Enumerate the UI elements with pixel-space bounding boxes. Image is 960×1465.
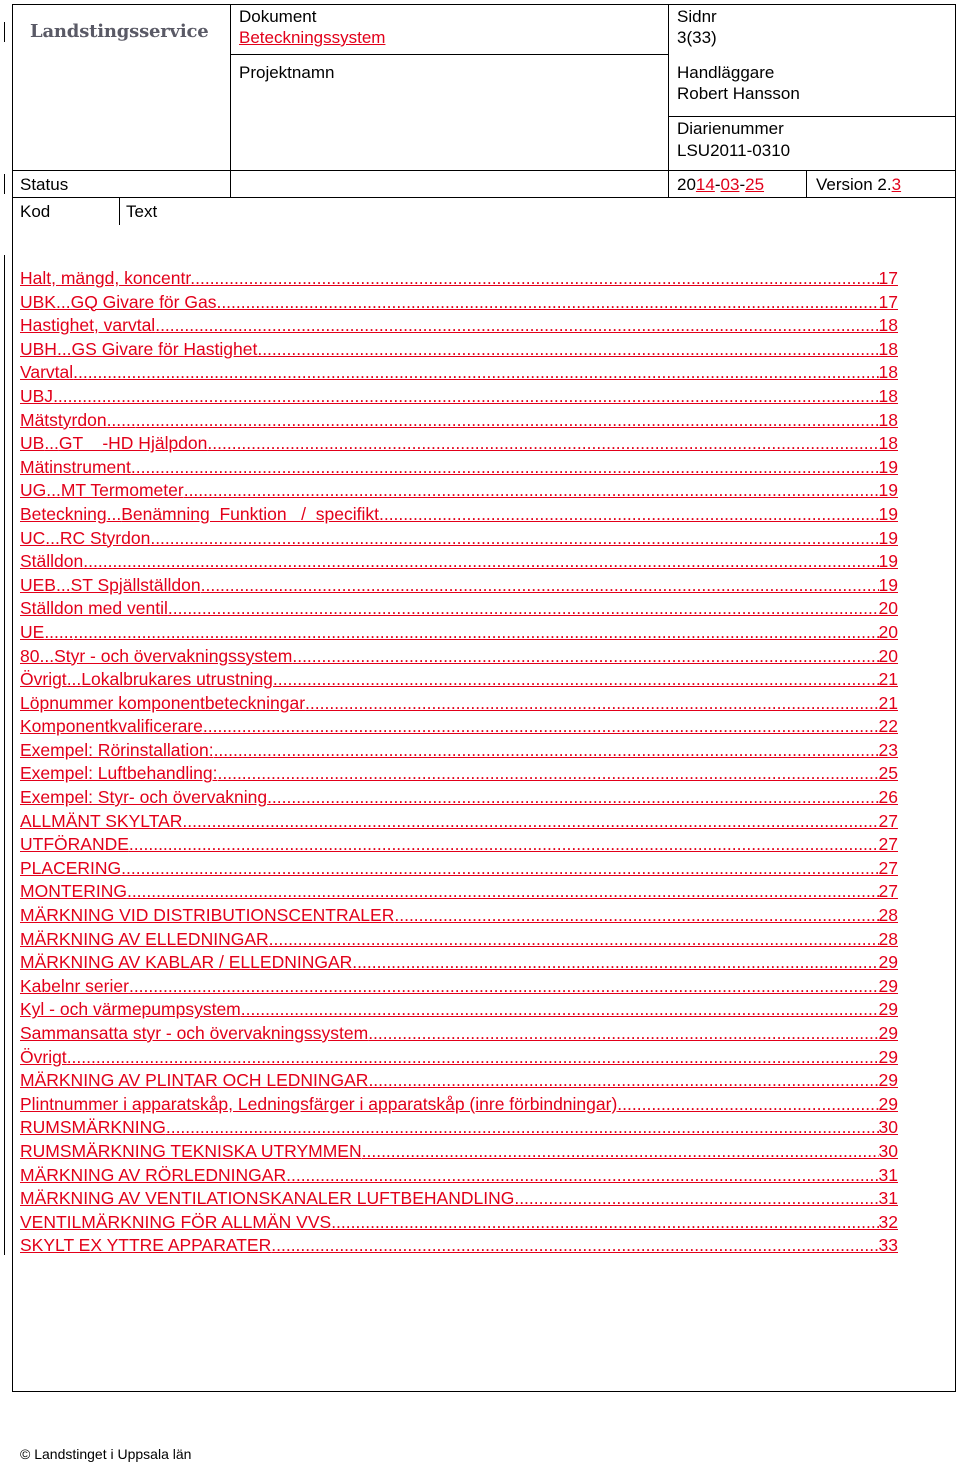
toc-dot-leader	[514, 1187, 878, 1211]
toc-entry-code: Ställdon	[20, 551, 84, 572]
toc-entry-code: Ställdon med ventil	[20, 598, 168, 619]
toc-entry[interactable]	[20, 1140, 898, 1164]
toc-entry-page: 29	[878, 1093, 898, 1114]
toc-dot-leader	[74, 621, 879, 645]
toc-entry-page: 17	[878, 291, 898, 312]
toc-entry-code: MÄRKNING AV ELLEDNINGAR	[20, 928, 269, 949]
toc-entry[interactable]	[20, 527, 898, 551]
date-part: -	[714, 175, 721, 194]
toc-entry-page: 31	[878, 1188, 898, 1209]
sidnr-label: Sidnr	[677, 7, 717, 26]
toc-entry-page: 19	[878, 574, 898, 595]
toc-entry-title: ...	[97, 551, 113, 572]
toc-entry-code: Beteckning	[20, 503, 107, 524]
toc-entry[interactable]	[20, 692, 898, 716]
toc-entry-code: Löpnummer komponentbeteckningar	[20, 692, 306, 713]
toc-dot-leader	[131, 456, 879, 480]
toc-entry[interactable]	[20, 645, 898, 669]
toc-dot-leader	[155, 314, 878, 338]
toc-dot-leader	[150, 527, 878, 551]
toc-entry-page: 27	[878, 810, 898, 831]
toc-entry-page: 18	[878, 409, 898, 430]
toc-entry-page: 33	[878, 1235, 898, 1256]
toc-entry-code: Mätstyrdon	[20, 409, 107, 430]
toc-entry-title: Benämning Funktion / specifikt	[121, 503, 379, 524]
date-part: 14	[695, 175, 715, 194]
toc-dot-leader	[241, 998, 879, 1022]
diarienummer-label: Diarienummer	[677, 119, 784, 138]
toc-dot-leader	[129, 833, 879, 857]
toc-entry-page: 18	[878, 433, 898, 454]
date-part: 03	[720, 175, 740, 194]
header-divider	[230, 54, 668, 55]
toc-separator: ...	[66, 669, 82, 690]
toc-entry[interactable]	[20, 928, 898, 952]
toc-dot-leader	[218, 762, 879, 786]
toc-dot-leader	[112, 550, 878, 574]
toc-entry[interactable]	[20, 1093, 898, 1117]
toc-separator: ...	[45, 527, 60, 548]
toc-entry-code: UE	[20, 621, 45, 642]
toc-entry-code: UBH	[20, 338, 57, 359]
toc-entry-code: Övrigt	[20, 669, 67, 690]
toc-entry[interactable]	[20, 409, 898, 433]
toc-entry-title: GT -HD Hjälpdon	[58, 433, 208, 454]
header-divider	[668, 4, 669, 198]
dokument-label: Dokument	[239, 7, 317, 26]
toc-dot-leader	[271, 1234, 878, 1258]
toc-entry-code: Sammansatta styr - och övervakningssystem	[20, 1023, 369, 1043]
toc-separator: ...	[83, 551, 98, 572]
header-divider	[230, 4, 231, 198]
toc-entry-title: RC Styrdon	[59, 527, 151, 548]
toc-dot-leader	[166, 1116, 879, 1140]
date-part: 20	[677, 175, 696, 194]
toc-entry[interactable]	[20, 267, 898, 291]
toc-entry-title: Lokalbrukares utrustning	[81, 669, 273, 690]
toc-entry-page: 25	[878, 763, 898, 784]
toc-entry-page: 30	[878, 1117, 898, 1138]
toc-separator: ...	[46, 480, 61, 501]
toc-dot-leader	[362, 1140, 879, 1164]
toc-entry-page: 21	[878, 669, 898, 690]
toc-entry-title: ST Spjällställdon	[70, 574, 201, 595]
toc-entry-code: VENTILMÄRKNING FÖR ALLMÄN VVS	[20, 1211, 332, 1232]
toc-entry-code: MONTERING	[20, 881, 127, 902]
toc-entry[interactable]	[20, 338, 898, 362]
toc-entry-page: 20	[878, 621, 898, 642]
toc-entry-page: 18	[878, 385, 898, 406]
toc-entry-page: 30	[878, 1140, 898, 1161]
toc-dot-leader	[182, 810, 878, 834]
toc-entry-page: 19	[878, 503, 898, 524]
logo-text: Landstingsservice	[30, 20, 209, 42]
toc-dot-leader	[267, 786, 878, 810]
toc-entry-code: MÄRKNING AV KABLAR / ELLEDNINGAR	[20, 952, 353, 973]
logo	[22, 10, 209, 52]
toc-entry-code: UG	[20, 480, 47, 501]
toc-entry[interactable]	[20, 574, 898, 598]
date-part: -	[739, 175, 746, 194]
toc-entry[interactable]	[20, 833, 898, 857]
toc-entry-page: 19	[878, 551, 898, 572]
toc-entry-page: 32	[878, 1211, 898, 1232]
toc-dot-leader	[82, 385, 878, 409]
toc-entry-code: 80	[20, 645, 40, 666]
toc-dot-leader	[269, 928, 879, 952]
toc-dot-leader	[201, 574, 879, 598]
toc-entry-code: UBJ	[20, 385, 54, 406]
toc-entry-page: 26	[878, 787, 898, 808]
toc-entry[interactable]	[20, 786, 898, 810]
toc-entry-code: Kabelnr serier	[20, 975, 129, 996]
toc-entry-page: 29	[878, 1070, 898, 1091]
toc-entry-code: UEB	[20, 574, 56, 595]
toc-separator: ...	[73, 362, 88, 383]
toc-entry-code: UBK	[20, 291, 56, 312]
text-label: Text	[126, 202, 158, 221]
toc-entry-code: Hastighet, varvtal	[20, 315, 156, 336]
toc-entry-code: RUMSMÄRKNING TEKNISKA UTRYMMEN	[20, 1140, 362, 1161]
change-bar	[4, 255, 5, 1255]
toc-entry-title: ...	[87, 362, 103, 383]
toc-separator: ...	[44, 433, 59, 454]
dokument-value: Beteckningssystem	[239, 28, 386, 47]
toc-entry-page: 29	[878, 1023, 898, 1043]
toc-entry-page: 19	[878, 527, 898, 548]
toc-entry[interactable]	[20, 998, 898, 1022]
toc-dot-leader	[207, 432, 878, 456]
toc-entry-code: UB	[20, 433, 45, 454]
toc-entry-code: Halt, mängd, koncentr.	[20, 268, 196, 288]
toc-entry[interactable]	[20, 1046, 898, 1070]
toc-entry-title: GQ Givare för Gas	[70, 291, 217, 312]
toc-entry-title: ...	[121, 409, 136, 430]
projektnamn-label: Projektnamn	[239, 63, 335, 82]
toc-entry-page: 20	[878, 645, 898, 666]
toc-entry-code: RUMSMÄRKNING	[20, 1117, 166, 1138]
toc-entry-title: MT Termometer	[60, 480, 184, 501]
toc-entry-code: MÄRKNING AV RÖRLEDNINGAR	[20, 1164, 287, 1185]
header-divider	[668, 116, 956, 117]
toc-entry-code: Komponentkvalificerare	[20, 716, 203, 737]
toc-dot-leader	[394, 904, 878, 928]
date-value	[677, 174, 764, 195]
change-bar	[4, 22, 5, 42]
toc-dot-leader	[286, 1164, 878, 1188]
toc-entry-page: 27	[878, 857, 898, 878]
header-divider	[12, 197, 956, 198]
toc-entry[interactable]	[20, 385, 898, 409]
toc-entry-title: Styr - och övervakningssystem	[54, 645, 293, 666]
toc-entry[interactable]	[20, 951, 898, 975]
handlaggare-label: Handläggare	[677, 63, 775, 82]
toc-separator: ...	[44, 621, 59, 642]
toc-entry[interactable]	[20, 857, 898, 881]
footer-copyright: © Landstinget i Uppsala län	[20, 1446, 192, 1462]
toc-entry[interactable]	[20, 1211, 898, 1235]
toc-entry[interactable]	[20, 975, 898, 999]
toc-dot-leader	[617, 1093, 878, 1117]
toc-entry[interactable]	[20, 1234, 898, 1258]
toc-entry-code: MÄRKNING AV PLINTAR OCH LEDNINGAR	[20, 1070, 369, 1091]
toc-entry-page: 22	[878, 716, 898, 737]
toc-dot-leader	[129, 975, 879, 999]
toc-entry-code: UC	[20, 527, 46, 548]
toc-dot-leader	[352, 951, 878, 975]
toc-entry-page: 27	[878, 834, 898, 855]
toc-entry[interactable]	[20, 880, 898, 904]
header-divider	[119, 198, 120, 225]
toc-entry-page: 19	[878, 456, 898, 477]
toc-entry-code: Exempel: Rörinstallation:	[20, 739, 214, 760]
date-part: 25	[745, 175, 765, 194]
toc-separator: ...	[56, 338, 72, 359]
toc-entry-title: ...	[58, 621, 74, 642]
toc-entry-code: ALLMÄNT SKYLTAR	[20, 810, 183, 831]
table-of-contents	[20, 267, 898, 1258]
toc-entry-page: 19	[878, 480, 898, 501]
toc-entry-code: SKYLT EX YTTRE APPARATER	[20, 1235, 272, 1256]
toc-dot-leader	[331, 1211, 878, 1235]
toc-dot-leader	[305, 692, 878, 716]
status-label: Status	[20, 175, 69, 194]
toc-entry-code: Plintnummer i apparatskåp, Ledningsfärger i apparatskåp (inre förbindningar)	[20, 1093, 618, 1114]
toc-entry-code: Varvtal	[20, 362, 74, 383]
toc-entry-page: 21	[878, 692, 898, 713]
toc-entry-code: MÄRKNING VID DISTRIBUTIONSCENTRALER	[20, 905, 395, 926]
toc-separator: ...	[55, 574, 71, 595]
toc-entry[interactable]	[20, 550, 898, 574]
toc-entry[interactable]	[20, 810, 898, 834]
toc-entry-code: PLACERING	[20, 857, 122, 878]
toc-dot-leader	[273, 668, 879, 692]
toc-entry[interactable]	[20, 739, 898, 763]
toc-separator: ...	[39, 645, 55, 666]
toc-entry-title: ...	[67, 385, 83, 406]
toc-entry[interactable]	[20, 1187, 898, 1211]
toc-dot-leader	[102, 361, 878, 385]
toc-entry[interactable]	[20, 904, 898, 928]
toc-entry[interactable]	[20, 715, 898, 739]
toc-entry-code: Kyl - och värmepumpsystem	[20, 999, 241, 1020]
toc-entry-code: Övrigt	[20, 1046, 67, 1067]
toc-entry[interactable]	[20, 479, 898, 503]
kod-label: Kod	[20, 202, 51, 221]
version-suffix: 3	[891, 175, 902, 194]
toc-dot-leader	[368, 1022, 878, 1046]
toc-entry-page: 29	[878, 952, 898, 973]
toc-dot-leader	[184, 479, 879, 503]
toc-entry-code: UTFÖRANDE	[20, 834, 129, 855]
sidnr-value: 3(33)	[677, 28, 717, 47]
toc-entry-code: Exempel: Luftbehandling:	[20, 763, 218, 784]
version-value	[816, 174, 901, 195]
toc-entry[interactable]	[20, 1116, 898, 1140]
toc-entry-code: MÄRKNING AV VENTILATIONSKANALER LUFTBEHANDLING	[20, 1188, 515, 1209]
toc-entry-page: 18	[878, 315, 898, 336]
change-bar	[4, 174, 5, 194]
toc-entry[interactable]	[20, 432, 898, 456]
toc-separator: ...	[106, 503, 122, 524]
toc-entry-page: 29	[878, 999, 898, 1020]
toc-separator: ...	[55, 291, 71, 312]
toc-entry-page: 29	[878, 1046, 898, 1067]
header-divider	[806, 170, 807, 197]
toc-dot-leader	[216, 291, 878, 315]
toc-entry-page: 17	[878, 268, 898, 288]
toc-dot-leader	[168, 597, 879, 621]
toc-dot-leader	[203, 715, 879, 739]
toc-entry[interactable]	[20, 1164, 898, 1188]
toc-separator: ...	[106, 409, 122, 430]
toc-dot-leader	[121, 857, 878, 881]
toc-entry[interactable]	[20, 1069, 898, 1093]
toc-entry-title: GS Givare för Hastighet	[71, 338, 258, 359]
toc-entry[interactable]	[20, 314, 898, 338]
toc-entry[interactable]	[20, 597, 898, 621]
toc-entry-page: 20	[878, 598, 898, 619]
toc-entry-code: Exempel: Styr- och övervakning	[20, 787, 268, 808]
toc-entry-page: 31	[878, 1164, 898, 1185]
toc-entry[interactable]	[20, 503, 898, 527]
toc-dot-leader	[96, 1046, 879, 1070]
toc-entry-page: 28	[878, 905, 898, 926]
toc-entry-page: 28	[878, 928, 898, 949]
toc-dot-leader	[257, 338, 878, 362]
toc-entry-code: Mätinstrument	[20, 456, 131, 477]
toc-entry-page: 18	[878, 362, 898, 383]
toc-entry[interactable]	[20, 1022, 898, 1046]
toc-entry[interactable]	[20, 621, 898, 645]
diarienummer-value: LSU2011-0310	[677, 141, 791, 160]
toc-entry[interactable]	[20, 668, 898, 692]
version-prefix: Version 2.	[816, 175, 892, 194]
toc-dot-leader	[379, 503, 879, 527]
toc-dot-leader	[136, 409, 879, 433]
handlaggare-value: Robert Hansson	[677, 84, 800, 103]
toc-dot-leader	[195, 267, 878, 291]
toc-entry[interactable]	[20, 291, 898, 315]
header-divider	[12, 170, 956, 171]
toc-entry[interactable]	[20, 361, 898, 385]
toc-entry-page: 23	[878, 739, 898, 760]
toc-entry[interactable]	[20, 456, 898, 480]
toc-dot-leader	[214, 739, 879, 763]
toc-separator: ...	[53, 385, 68, 406]
toc-entry-title: ...	[81, 1046, 96, 1067]
toc-dot-leader	[127, 880, 879, 904]
toc-entry-page: 29	[878, 975, 898, 996]
toc-dot-leader	[368, 1069, 878, 1093]
toc-entry-page: 18	[878, 338, 898, 359]
toc-separator: ...	[66, 1046, 82, 1067]
toc-entry-page: 27	[878, 881, 898, 902]
toc-entry[interactable]	[20, 762, 898, 786]
toc-dot-leader	[292, 645, 878, 669]
